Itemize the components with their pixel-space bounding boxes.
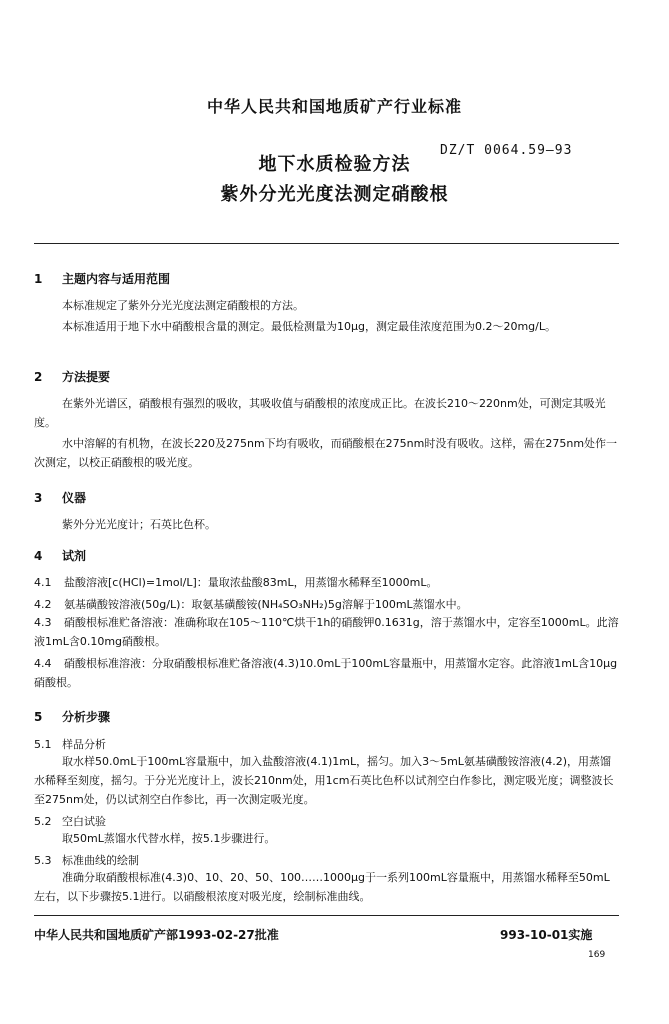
section-3-heading: 3 仪器 <box>34 491 87 505</box>
approval-note: 中华人民共和国地质矿产部1993-02-27批准 <box>34 928 279 942</box>
reagent-item-4-4: 4.4 硝酸根标准溶液：分取硝酸根标准贮备溶液(4.3)10.0mL于100mL容量瓶中，用蒸馏水定容。此溶液1mL含10μg硝酸根。 <box>34 657 618 689</box>
section-5-heading: 5 分析步骤 <box>34 710 111 724</box>
section-2-heading: 2 方法提要 <box>34 370 111 384</box>
reagent-item-4-1: 4.1 盐酸溶液[c(HCl)=1mol/L]：量取浓盐酸83mL，用蒸馏水稀释至1000mL。 <box>34 576 438 589</box>
header-rule <box>34 243 619 244</box>
implementation-date: 993-10-01实施 <box>500 928 593 942</box>
document-title-line2: 紫外分光光度法测定硝酸根 <box>220 184 449 205</box>
subsection-5-2-heading: 5.2 空白试验 <box>34 815 106 828</box>
section-1-heading: 1 主题内容与适用范围 <box>34 272 171 286</box>
subsection-5-3-text: 准确分取硝酸根标准(4.3)0、10、20、50、100……1000μg于一系列100mL容量瓶中，用蒸馏水稀释至50mL左右，以下步骤按5.1进行。以硝酸根浓度对吸光度，绘制标准曲线。 <box>34 871 610 903</box>
section-2-paragraph-1: 在紫外光谱区，硝酸根有强烈的吸收，其吸收值与硝酸根的浓度成正比。在波长210～220nm处，可测定其吸光度。 <box>34 397 606 429</box>
subsection-5-3-heading: 5.3 标准曲线的绘制 <box>34 854 139 867</box>
reagent-item-4-2: 4.2 氨基磺酸铵溶液(50g/L)：取氨基磺酸铵(NH₄SO₃NH₂)5g溶解于100mL蒸馏水中。 <box>34 598 468 611</box>
issuer-title: 中华人民共和国地质矿产行业标准 <box>206 97 462 116</box>
section-3-paragraph-1: 紫外分光光度计；石英比色杯。 <box>62 518 216 531</box>
section-1-paragraph-2: 本标准适用于地下水中硝酸根含量的测定。最低检测量为10μg，测定最佳浓度范围为0.2～20mg/L。 <box>62 320 556 333</box>
section-4-heading: 4 试剂 <box>34 549 87 563</box>
subsection-5-1-text: 取水样50.0mL于100mL容量瓶中，加入盐酸溶液(4.1)1mL，摇匀。加入3～5mL氨基磺酸铵溶液(4.2)，用蒸馏水稀释至刻度，摇匀。于分光光度计上，波长210nm处，用1cm石英比色杯以试剂空白作参比，测定吸光度；调整波长至275nm处，仍以试剂空白作参比，再一次测定吸光度。 <box>34 755 614 806</box>
section-2-paragraph-2: 水中溶解的有机物，在波长220及275nm下均有吸收，而硝酸根在275nm时没有吸收。这样，需在275nm处作一次测定，以校正硝酸根的吸光度。 <box>34 437 618 469</box>
subsection-5-2-text: 取50mL蒸馏水代替水样，按5.1步骤进行。 <box>62 832 276 845</box>
section-1-paragraph-1: 本标准规定了紫外分光光度法测定硝酸根的方法。 <box>62 299 304 312</box>
reagent-item-4-3: 4.3 硝酸根标准贮备溶液：准确称取在105～110℃烘干1h的硝酸钾0.1631g，溶于蒸馏水中，定容至1000mL。此溶液1mL含0.10mg硝酸根。 <box>34 616 619 648</box>
standard-code: DZ/T 0064.59—93 <box>440 143 573 158</box>
subsection-5-1-heading: 5.1 样品分析 <box>34 738 106 751</box>
page-number: 169 <box>588 950 606 960</box>
document-title-line1: 地下水质检验方法 <box>258 154 411 175</box>
footer-rule <box>34 915 619 916</box>
